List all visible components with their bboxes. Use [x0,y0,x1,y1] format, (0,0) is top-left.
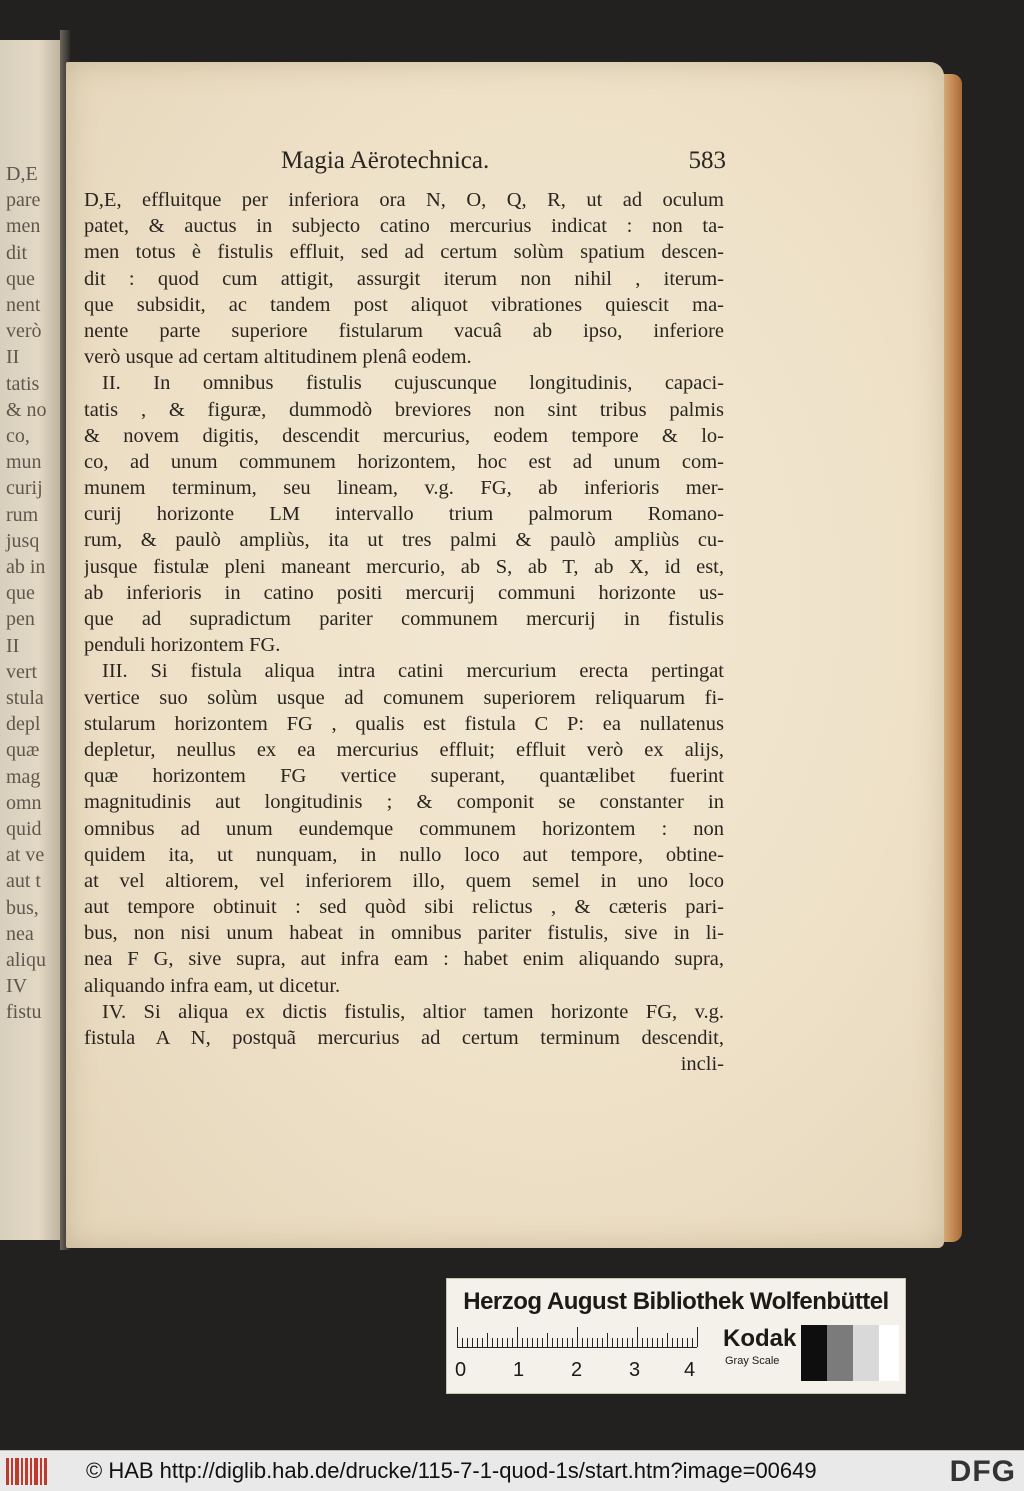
ruler-tick [607,1333,608,1347]
text-line: omnibus ad unum eundemque communem horizontem : non [84,817,724,840]
text-line: depletur, neullus ex ea mercurius effluit; effluit verò ex alijs, [84,738,724,761]
text-line: munem terminum, seu lineam, v.g. FG, ab inferioris mer- [84,477,724,500]
gray-scale-label: Gray Scale [725,1355,780,1367]
ruler-tick [467,1338,468,1347]
ruler-tick [462,1338,463,1347]
ruler-tick [512,1338,513,1347]
text-line: penduli horizontem FG. [84,634,281,657]
copyright-url[interactable]: © HAB http://diglib.hab.de/drucke/115-7-1-quod-1s/start.htm?image=00649 [86,1458,817,1483]
dfg-logo: DFG [949,1455,1016,1488]
ruler-tick [622,1338,623,1347]
ruler-tick [637,1327,638,1347]
running-title: Magia Aërotechnica. [281,147,490,174]
text-line: bus, non nisi unum habeat in omnibus pariter fistulis, sive in li- [84,922,724,945]
footer-bar [0,1450,1024,1491]
scale-ruler [457,1327,697,1348]
ruler-number: 4 [684,1359,696,1381]
facing-page-fragment: stula [6,687,44,709]
gray-swatch-white [879,1325,899,1381]
text-line: stularum horizontem FG , qualis est fistula C P: ea nullatenus [84,712,724,735]
library-name: Herzog August Bibliothek Wolfenbüttel [463,1288,889,1315]
facing-page-fragment: vert [6,660,38,683]
text-line: III. Si fistula aliqua intra catini mercurium erecta pertingat [102,660,724,683]
facing-page-fragment: co, [6,425,30,447]
ruler-tick [652,1338,653,1347]
facing-page-fragment: pare [6,189,41,212]
text-line: que ad supradictum pariter communem mercurij in fistulis [84,608,724,630]
ruler-number: 3 [629,1359,641,1381]
ruler-tick [572,1338,573,1347]
ruler-tick [682,1338,683,1347]
ruler-tick [627,1338,628,1347]
text-line: II. In omnibus fistulis cujuscunque longitudinis, capaci- [102,372,724,395]
ruler-tick [562,1338,563,1347]
ruler-tick [687,1338,688,1347]
facing-page-fragment: pen [6,608,35,631]
ruler-tick [597,1338,598,1347]
ruler-tick [472,1338,473,1347]
text-line: rum, & paulò ampliùs, ita ut tres palmi & paulò ampliùs cu- [84,529,724,552]
facing-page-fragment: at ve [6,844,45,867]
ruler-tick [587,1338,588,1347]
facing-page-strip [0,40,64,1240]
text-line: vertice suo solùm usque ad comunem superiorem reliquarum fi- [84,686,724,709]
facing-page-fragment: fistu [6,1001,42,1024]
text-line: tatis , & figuræ, dummodò breviores non sint tribus palmis [84,398,724,421]
ruler-tick [577,1327,578,1347]
page-header [66,147,726,187]
text-line: quæ horizontem FG vertice superant, quantælibet fuerint [84,765,724,788]
ruler-tick [642,1338,643,1347]
text-line: nea F G, sive supra, aut infra eam : habet enim aliquando supra, [84,948,724,971]
ruler-tick [582,1338,583,1347]
text-line: IV. Si aliqua ex dictis fistulis, altior tamen horizonte FG, v.g. [102,1000,724,1023]
ruler-number: 2 [571,1359,583,1381]
facing-page-fragment: omn [6,791,42,814]
ruler-tick [552,1338,553,1347]
ruler-number: 0 [455,1359,467,1381]
ruler-tick [487,1333,488,1347]
text-line: aut tempore obtinuit : sed quòd sibi relictus , & cæteris pari- [84,896,724,919]
ruler-tick [542,1338,543,1347]
ruler-tick [667,1333,668,1347]
gray-swatch-light [853,1325,879,1381]
text-line: jusque fistulæ pleni maneant mercurio, ab S, ab T, ab X, id est, [84,555,724,578]
ruler-tick [672,1338,673,1347]
ruler-tick [617,1338,618,1347]
facing-page-fragment: aut t [6,870,41,893]
ruler-tick [647,1338,648,1347]
ruler-tick [532,1338,533,1347]
facing-page-fragment: rum [6,503,39,526]
ruler-tick [692,1338,693,1347]
ruler-tick [547,1333,548,1347]
gray-swatch-mid [827,1325,853,1381]
ruler-tick [557,1338,558,1347]
facing-page-fragment: tatis [6,372,40,395]
text-line: fistula A N, postquã mercurius ad certum terminum descendit, [84,1027,724,1049]
facing-page-fragment: que [6,267,35,290]
gray-swatch-black [801,1325,827,1381]
ruler-tick [537,1338,538,1347]
text-line: ab inferioris in catino positi mercurij communi horizonte us- [84,581,724,604]
facing-page-fragment: ab in [6,556,46,578]
text-line: nente parte superiore fistularum vacuâ ab ipso, inferiore [84,319,724,342]
facing-page-fragment: que [6,582,35,605]
text-line: D,E, effluitque per inferiora ora N, O, Q, R, ut ad oculum [84,189,724,211]
facing-page-fragment: nent [6,294,41,316]
ruler-tick [632,1338,633,1347]
facing-page-fragment: II [6,346,20,369]
text-line: que subsidit, ac tandem post aliquot vibrationes quiescit ma- [84,293,724,316]
facing-page-fragment: IV [6,975,28,998]
text-line: at vel altiorem, vel inferiorem illo, quem semel in uno loco [84,869,724,892]
barcode-icon [6,1458,48,1485]
ruler-tick [497,1338,498,1347]
ruler-tick [492,1338,493,1347]
ruler-tick [592,1338,593,1347]
facing-page-fragment: dit [6,241,28,264]
text-line: magnitudinis aut longitudinis ; & componit se constanter in [84,791,724,814]
library-label [446,1278,906,1394]
facing-page-fragment: depl [6,713,41,736]
text-line: co, ad unum communem horizontem, hoc est ad unum com- [84,450,724,473]
text-line: incli- [680,1053,724,1076]
body-text [84,187,724,1077]
facing-page-fragment: verò [6,320,42,343]
ruler-tick [482,1338,483,1347]
facing-page-fragment: bus, [6,896,39,919]
ruler-tick [527,1338,528,1347]
ruler-tick [602,1338,603,1347]
ruler-tick [677,1338,678,1347]
facing-page-fragment: curij [6,477,43,500]
kodak-logo: Kodak [723,1325,797,1352]
ruler-tick [657,1338,658,1347]
ruler-tick [522,1338,523,1347]
ruler-tick [507,1338,508,1347]
facing-page-fragment: men [6,215,41,238]
text-line: & novem digitis, descendit mercurius, eodem tempore & lo- [84,424,724,447]
text-line: aliquando infra eam, ut dicetur. [84,974,341,997]
facing-page-fragment: D,E [6,163,38,185]
ruler-tick [477,1338,478,1347]
facing-page-fragment: aliqu [6,949,46,971]
facing-page-fragment: & no [6,398,47,421]
facing-page-fragment: quæ [6,739,40,762]
ruler-tick [502,1338,503,1347]
text-line: curij horizonte LM intervallo trium palmorum Romano- [84,503,724,526]
text-line: dit : quod cum attigit, assurgit iterum non nihil , iterum- [84,267,724,290]
text-line: patet, & auctus in subjecto catino mercurius indicat : non ta- [84,215,724,238]
ruler-tick [567,1338,568,1347]
ruler-tick [612,1338,613,1347]
ruler-tick [457,1327,458,1347]
facing-page-fragment: mun [6,451,42,474]
text-line: quidem ita, ut nunquam, in nullo loco aut tempore, obtine- [84,843,724,866]
ruler-tick [697,1327,698,1347]
facing-page-fragment: II [6,634,20,657]
ruler-number: 1 [513,1359,525,1381]
page-number: 583 [688,147,726,174]
ruler-tick [662,1338,663,1347]
text-line: verò usque ad certam altitudinem plenâ eodem. [84,346,472,369]
facing-page-fragment: quid [6,818,42,840]
text-line: men totus è fistulis effluit, sed ad certum solùm spatium descen- [84,241,724,264]
facing-page-fragment: nea [6,922,34,945]
ruler-tick [517,1327,518,1347]
facing-page-fragment: jusq [6,529,40,552]
facing-page-fragment: mag [6,765,41,788]
